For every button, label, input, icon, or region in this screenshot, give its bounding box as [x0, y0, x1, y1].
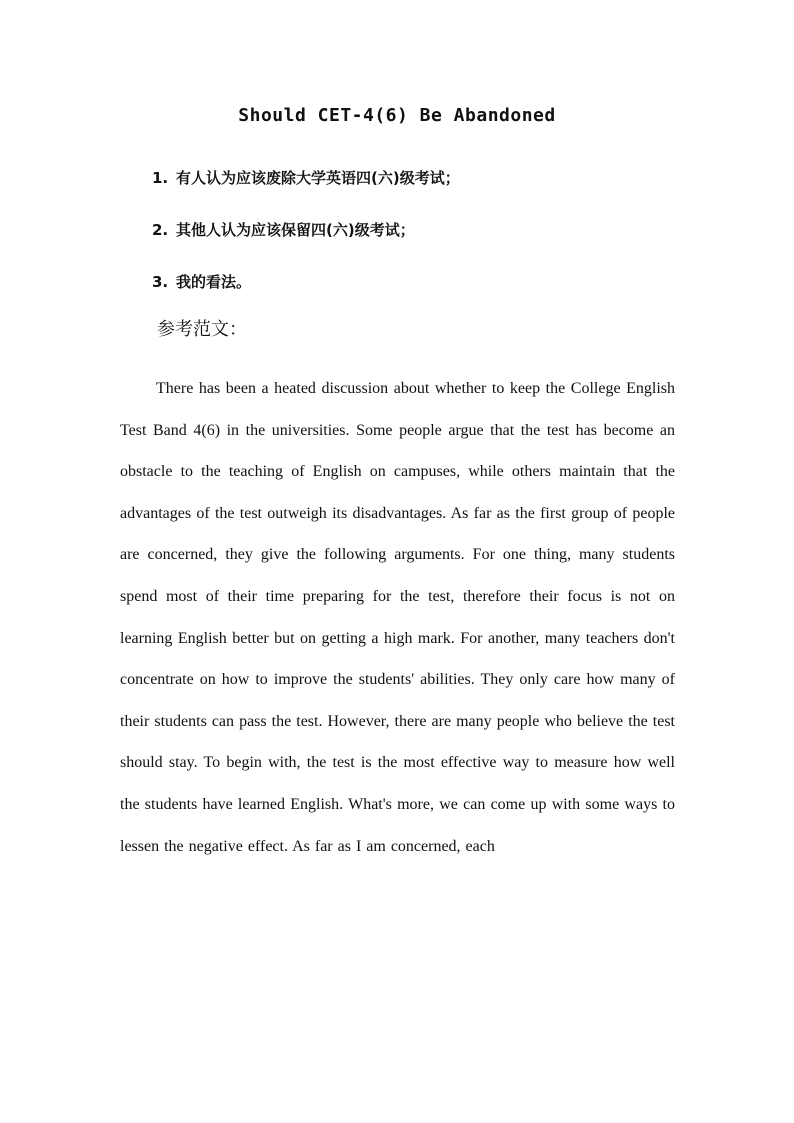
outline-item-number: 2. — [152, 221, 169, 239]
outline-item-text: 我的看法。 — [176, 273, 252, 291]
essay-paragraph: There has been a heated discussion about whether to keep the College English Test Band 4(6) in the universities. Some people argue that the test has become an obstacle to the teaching of English on campuses, while others maintain that the advantages of the test outweigh its disadvantages. As far as the first group of people are concerned, they give the following arguments. For one thing, many students spend most of their time preparing for the test, therefore their focus is not on learning English better but on getting a high mark. For another, many teachers don't concentrate on how to improve the students' abilities. They only care how many of their students can pass the test. However, there are many people who believe the test should stay. To begin with, the test is the most effective way to measure how well the students have learned English. What's more, we can come up with some ways to lessen the negative effect. As far as I am concerned, each — [120, 380, 675, 855]
outline-item — [152, 212, 460, 264]
document-title: Should CET-4(6) Be Abandoned — [238, 105, 556, 126]
reference-heading: 参考范文： — [157, 319, 247, 340]
outline-item — [152, 264, 460, 316]
outline-item — [152, 160, 460, 212]
outline-item-text: 其他人认为应该保留四(六)级考试； — [176, 221, 415, 239]
outline-item-number: 3. — [152, 273, 169, 291]
outline-list — [152, 160, 460, 316]
outline-item-text: 有人认为应该废除大学英语四(六)级考试； — [176, 169, 460, 187]
outline-item-number: 1. — [152, 169, 169, 187]
